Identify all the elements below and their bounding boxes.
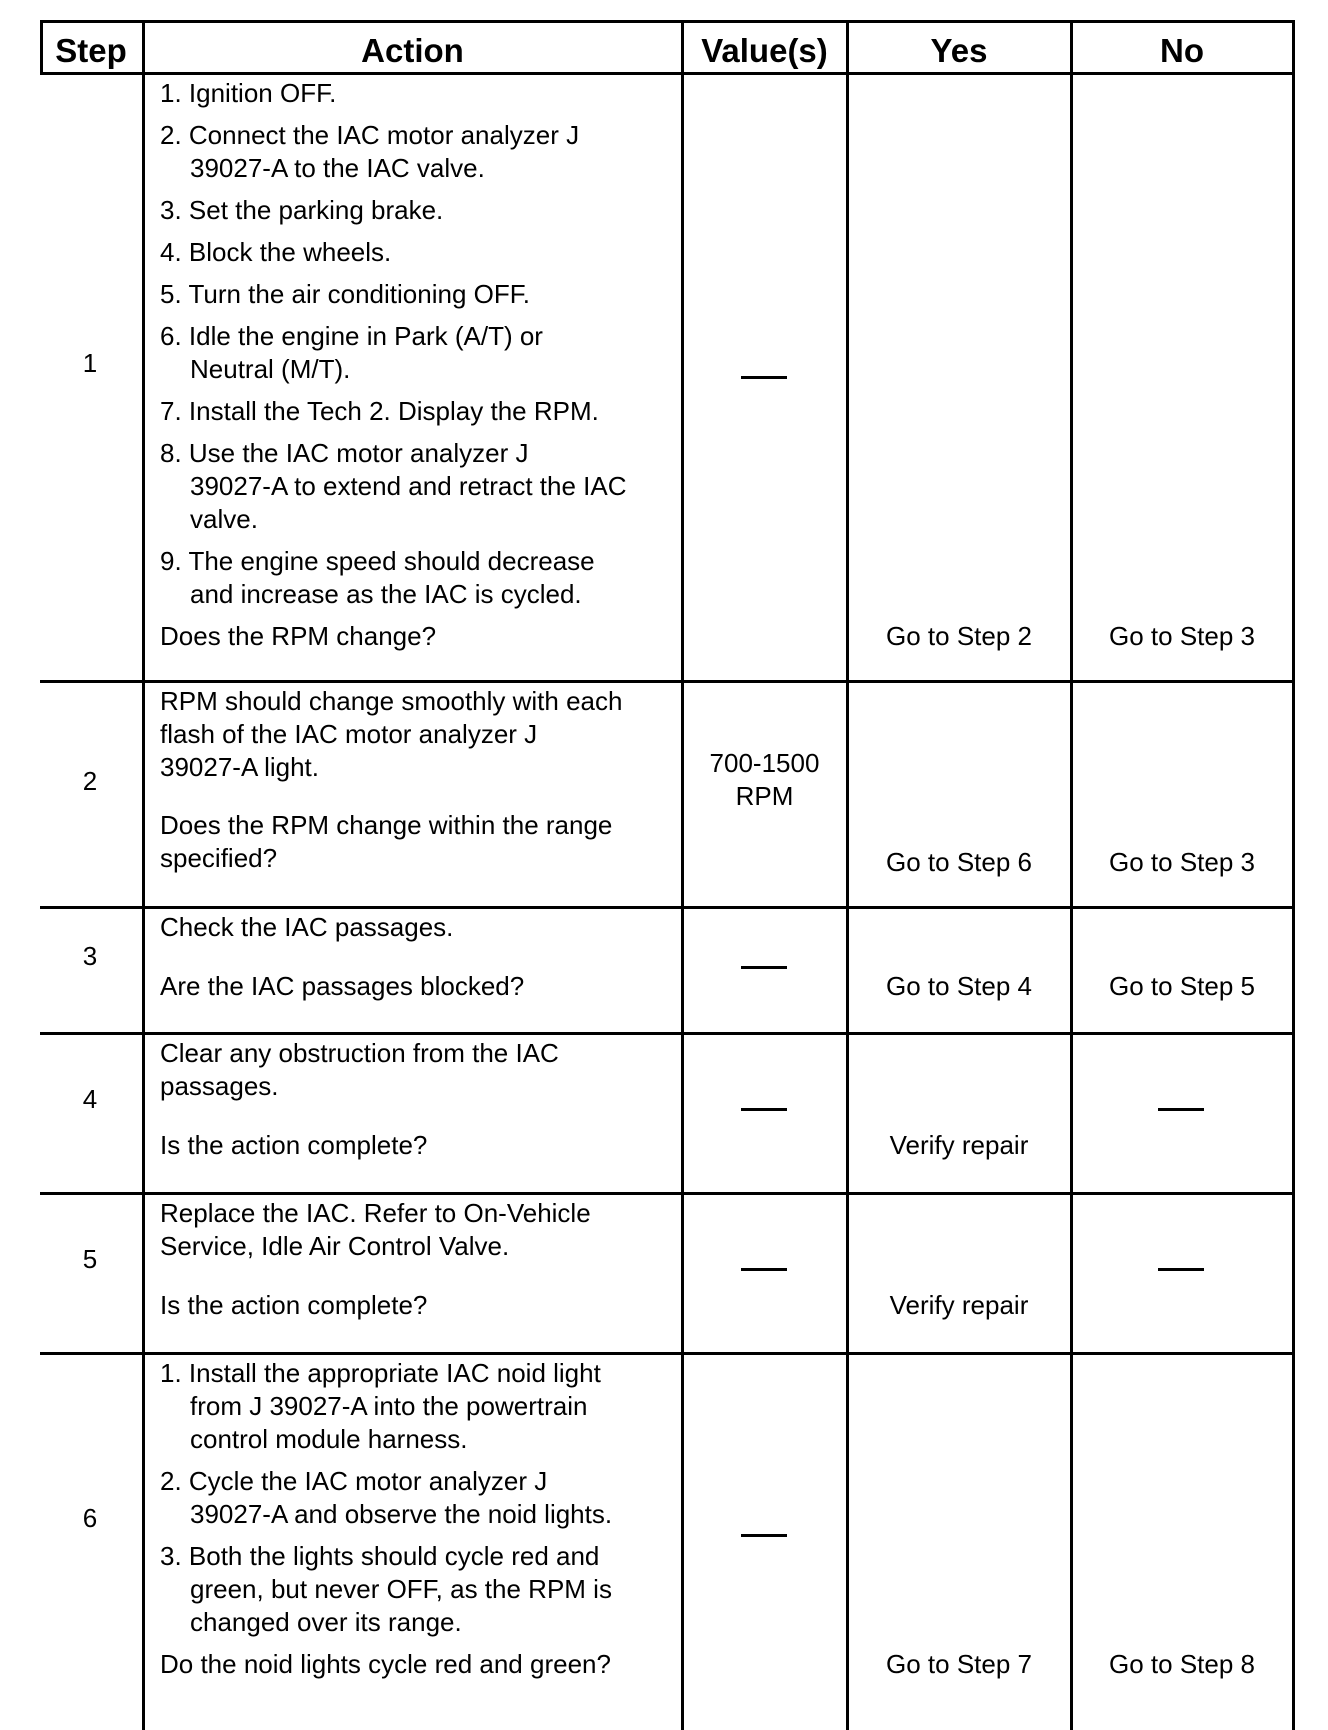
grid-line [40, 1192, 1295, 1195]
grid-line [40, 1032, 1295, 1035]
no-result: Go to Step 5 [1109, 971, 1255, 1001]
header-values: Value(s) [701, 32, 828, 69]
yes-result: Verify repair [889, 1130, 1029, 1160]
step-number: 3 [82, 941, 98, 971]
empty-value-dash [741, 1534, 787, 1537]
header-step: Step [55, 32, 127, 69]
action-line: 39027-A to extend and retract the IAC [190, 471, 627, 501]
action-line: Service, Idle Air Control Valve. [160, 1231, 510, 1261]
action-line: 1. Ignition OFF. [160, 78, 337, 108]
yes-result: Go to Step 7 [886, 1649, 1032, 1679]
action-line: 2. Cycle the IAC motor analyzer J [160, 1466, 548, 1496]
action-line: Replace the IAC. Refer to On-Vehicle [160, 1198, 591, 1228]
action-line: RPM should change smoothly with each [160, 686, 623, 716]
value-text: 700-1500 [709, 748, 820, 778]
action-line: 39027-A and observe the noid lights. [190, 1499, 613, 1529]
empty-value-dash [741, 1268, 787, 1271]
action-line: 3. Both the lights should cycle red and [160, 1541, 600, 1571]
action-line: changed over its range. [190, 1607, 462, 1637]
yes-result: Verify repair [889, 1290, 1029, 1320]
grid-line [40, 1352, 1295, 1355]
step-number: 5 [82, 1244, 98, 1274]
no-result: Go to Step 8 [1109, 1649, 1255, 1679]
action-line: 6. Idle the engine in Park (A/T) or [160, 321, 543, 351]
action-line: 3. Set the parking brake. [160, 195, 444, 225]
action-line: 5. Turn the air conditioning OFF. [160, 279, 530, 309]
grid-line [40, 20, 1295, 23]
action-line: Neutral (M/T). [190, 354, 351, 384]
empty-value-dash [741, 376, 787, 379]
action-line: from J 39027-A into the powertrain [190, 1391, 588, 1421]
grid-line [40, 680, 1295, 683]
question-text: Are the IAC passages blocked? [160, 971, 525, 1001]
question-text: Is the action complete? [160, 1130, 428, 1160]
action-line: 7. Install the Tech 2. Display the RPM. [160, 396, 599, 426]
step-number: 4 [82, 1084, 98, 1114]
yes-result: Go to Step 4 [886, 971, 1032, 1001]
action-line: flash of the IAC motor analyzer J [160, 719, 538, 749]
action-line: 1. Install the appropriate IAC noid light [160, 1358, 601, 1388]
header-action: Action [361, 32, 464, 69]
action-line: 39027-A light. [160, 752, 320, 782]
header-no: No [1160, 32, 1204, 69]
action-line: control module harness. [190, 1424, 468, 1454]
action-line: 9. The engine speed should decrease [160, 546, 595, 576]
yes-result: Go to Step 6 [886, 847, 1032, 877]
action-line: Check the IAC passages. [160, 912, 454, 942]
question-text: Do the noid lights cycle red and green? [160, 1649, 611, 1679]
no-result: Go to Step 3 [1109, 847, 1255, 877]
action-line: valve. [190, 504, 258, 534]
question-text: Is the action complete? [160, 1290, 428, 1320]
action-line: green, but never OFF, as the RPM is [190, 1574, 612, 1604]
step-number: 2 [82, 766, 98, 796]
no-result: Go to Step 3 [1109, 621, 1255, 651]
grid-line [1292, 20, 1295, 1730]
grid-line [142, 20, 145, 1730]
action-line: 4. Block the wheels. [160, 237, 392, 267]
grid-line [681, 20, 684, 1730]
empty-no-dash [1158, 1268, 1204, 1271]
action-line: 2. Connect the IAC motor analyzer J [160, 120, 580, 150]
question-text: Does the RPM change within the range [160, 810, 613, 840]
empty-value-dash [741, 1108, 787, 1111]
yes-result: Go to Step 2 [886, 621, 1032, 651]
header-yes: Yes [930, 32, 988, 69]
action-line: 39027-A to the IAC valve. [190, 153, 485, 183]
question-text: Does the RPM change? [160, 621, 437, 651]
action-line: passages. [160, 1071, 279, 1101]
step-number: 6 [82, 1503, 98, 1533]
empty-no-dash [1158, 1108, 1204, 1111]
action-line: 8. Use the IAC motor analyzer J [160, 438, 529, 468]
question-text: specified? [160, 843, 278, 873]
action-line: and increase as the IAC is cycled. [190, 579, 582, 609]
value-text: RPM [735, 781, 794, 811]
empty-value-dash [741, 966, 787, 969]
step-number: 1 [82, 348, 98, 378]
grid-line [40, 906, 1295, 909]
action-line: Clear any obstruction from the IAC [160, 1038, 559, 1068]
